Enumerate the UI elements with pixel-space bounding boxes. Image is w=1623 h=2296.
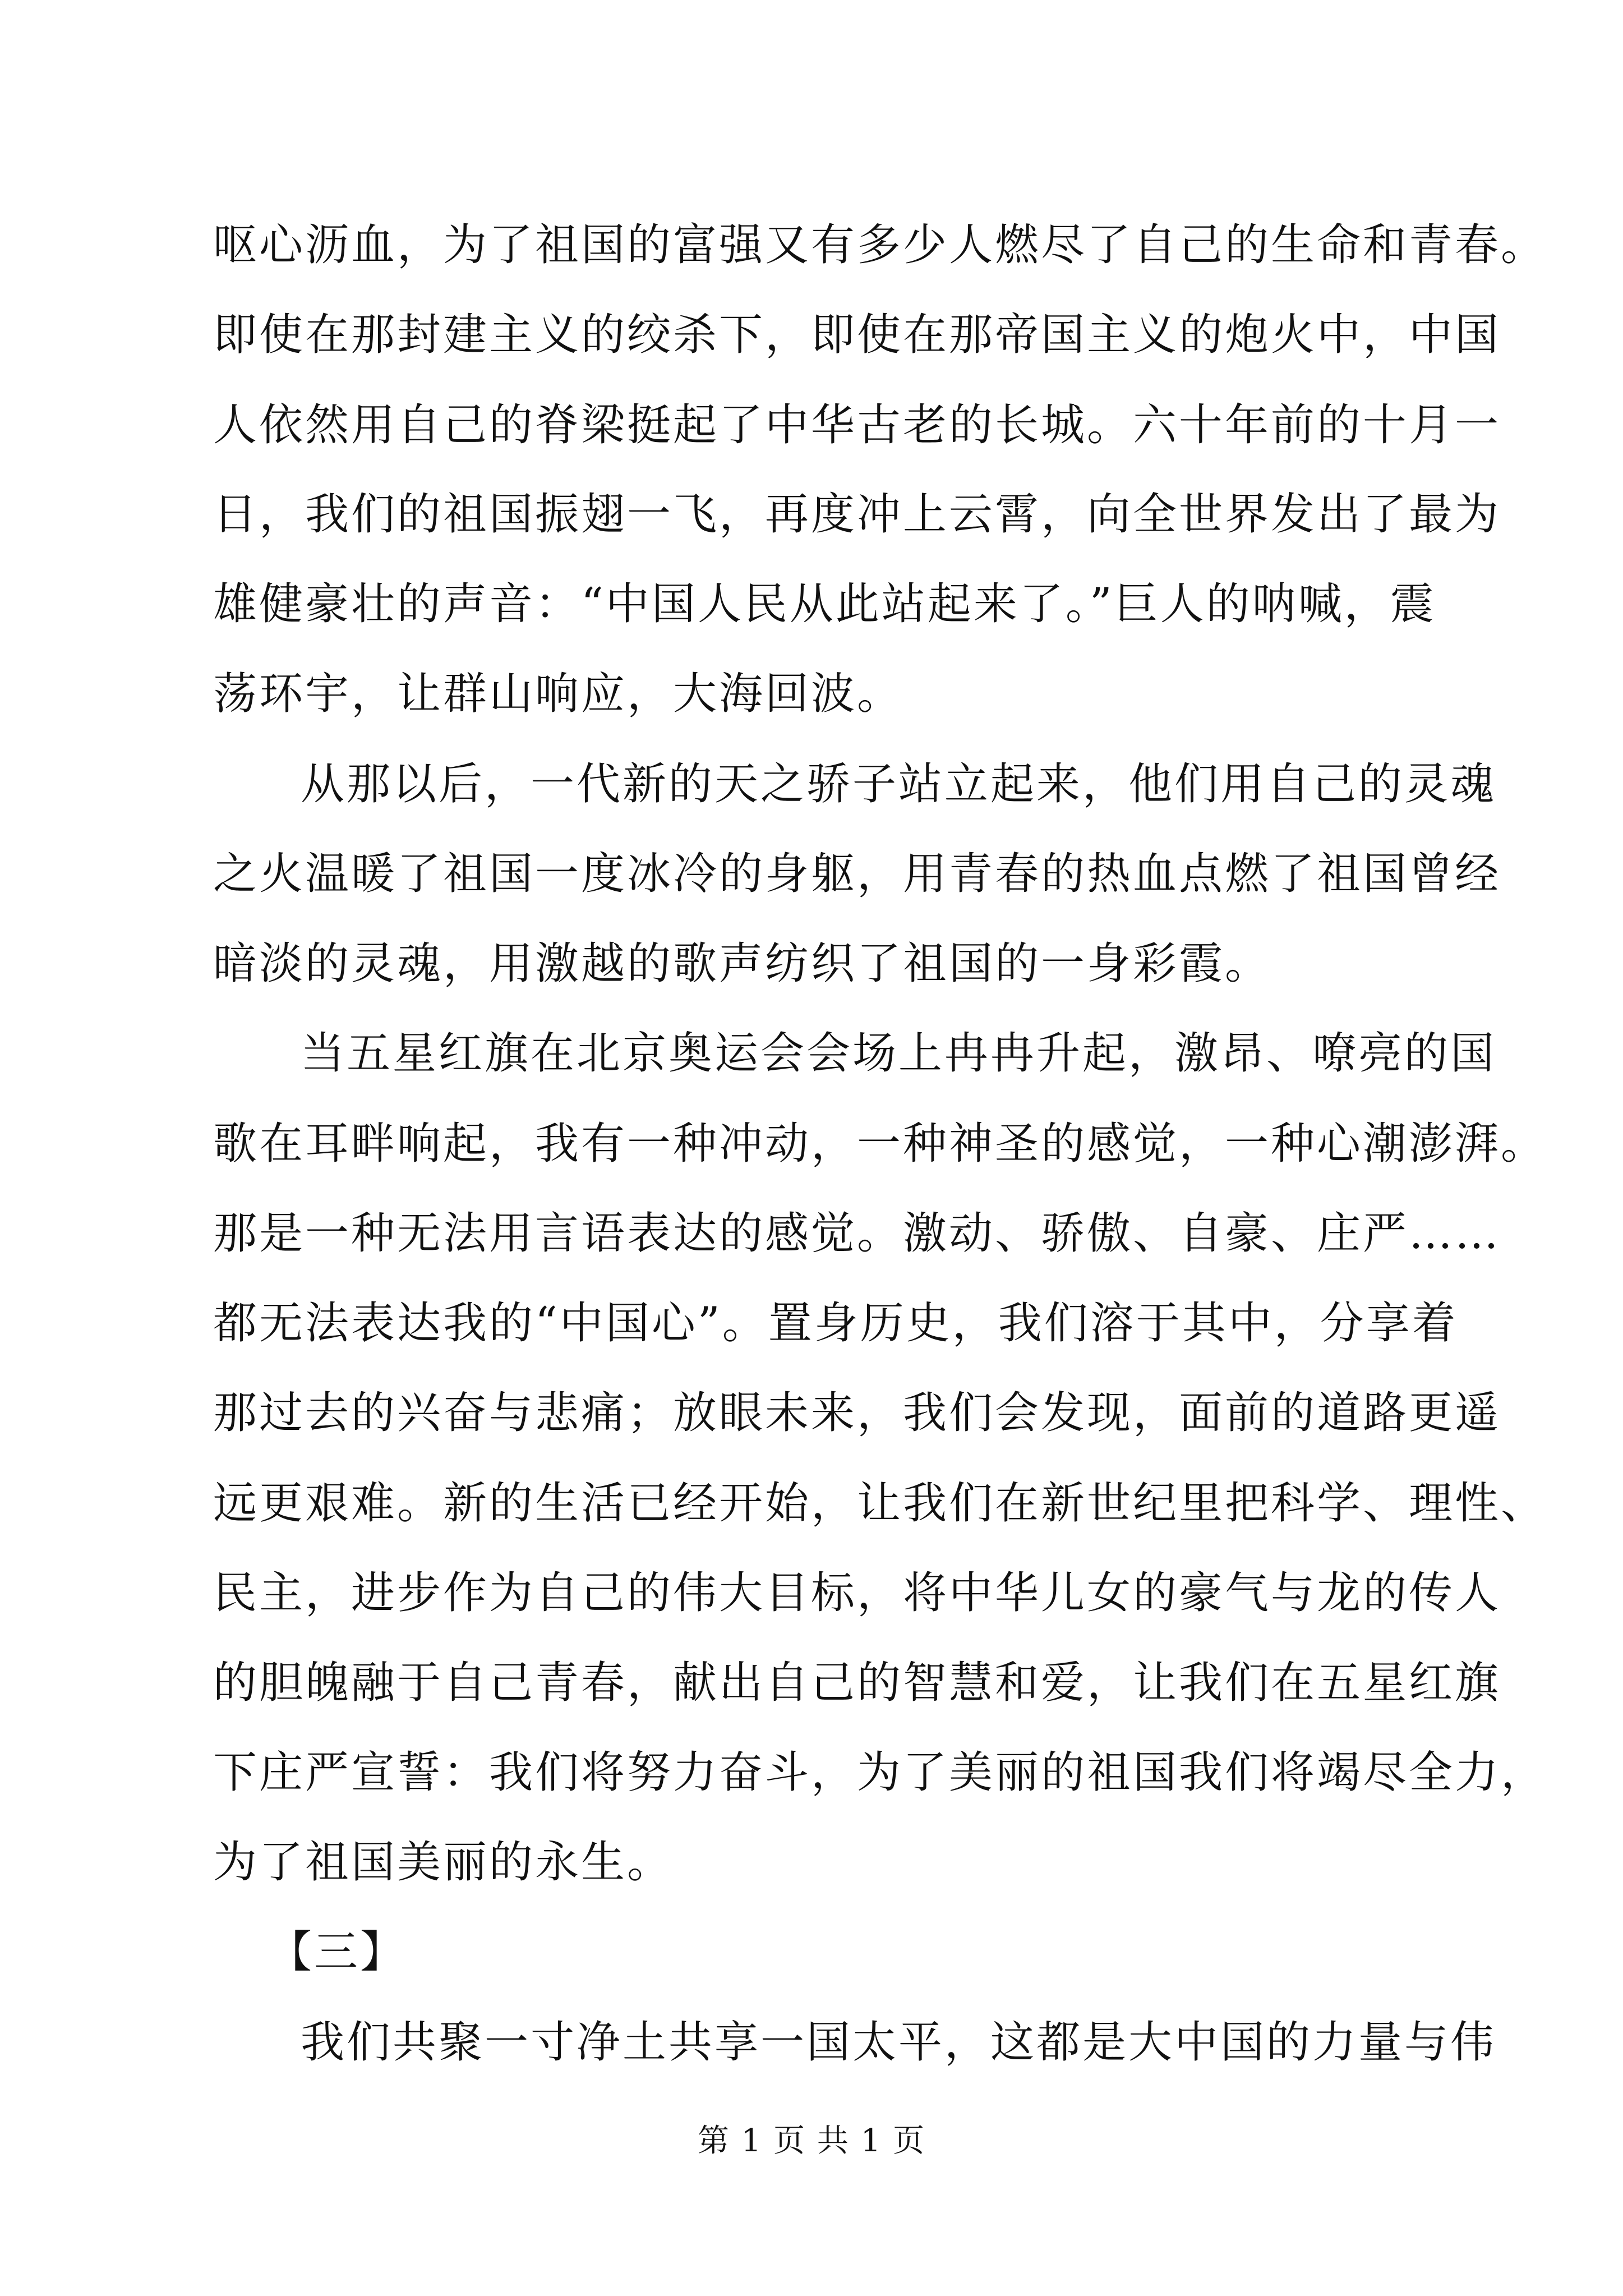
- text-line: 即使在那封建主义的绞杀下，即使在那帝国主义的炮火中，中国: [213, 310, 1501, 360]
- text-line: 雄健豪壮的声音：“中国人民从此站起来了。”巨人的呐喊，震: [213, 579, 1436, 629]
- section-heading: 【三】: [268, 1927, 407, 1977]
- text-line: 暗淡的灵魂，用激越的歌声纺织了祖国的一身彩霞。: [213, 938, 1271, 989]
- paragraph-first-line: 从那以后，一代新的天之骄子站立起来，他们用自己的灵魂: [301, 759, 1497, 809]
- text-line: 呕心沥血，为了祖国的富强又有多少人燃尽了自己的生命和青春。: [213, 220, 1547, 270]
- text-line: 那是一种无法用言语表达的感觉。激动、骄傲、自豪、庄严……: [213, 1208, 1501, 1259]
- text-line: 歌在耳畔响起，我有一种冲动，一种神圣的感觉，一种心潮澎湃。: [213, 1119, 1547, 1169]
- text-line: 远更艰难。新的生活已经开始，让我们在新世纪里把科学、理性、: [213, 1478, 1547, 1529]
- text-line: 下庄严宣誓：我们将努力奋斗，为了美丽的祖国我们将竭尽全力，: [213, 1747, 1547, 1798]
- paragraph-first-line: 当五星红旗在北京奥运会会场上冉冉升起，激昂、嘹亮的国: [301, 1028, 1497, 1079]
- text-line: 荡环宇，让群山响应，大海回波。: [213, 669, 903, 719]
- text-line: 的胆魄融于自己青春，献出自己的智慧和爱，让我们在五星红旗: [213, 1658, 1501, 1708]
- text-line: 日，我们的祖国振翅一飞，再度冲上云霄，向全世界发出了最为: [213, 489, 1501, 540]
- text-line: 人依然用自己的脊梁挺起了中华古老的长城。六十年前的十月一: [213, 400, 1501, 450]
- text-line: 民主，进步作为自己的伟大目标，将中华儿女的豪气与龙的传人: [213, 1568, 1501, 1618]
- text-line: 都无法表达我的“中国心”。置身历史，我们溶于其中，分享着: [213, 1298, 1458, 1349]
- text-line: 那过去的兴奋与悲痛；放眼未来，我们会发现，面前的道路更遥: [213, 1388, 1501, 1438]
- paragraph-first-line: 我们共聚一寸净土共享一国太平，这都是大中国的力量与伟: [301, 2017, 1497, 2068]
- text-line: 为了祖国美丽的永生。: [213, 1837, 674, 1888]
- page-footer: 第 1 页 共 1 页: [697, 2123, 926, 2159]
- text-line: 之火温暖了祖国一度冰冷的身躯，用青春的热血点燃了祖国曾经: [213, 849, 1501, 899]
